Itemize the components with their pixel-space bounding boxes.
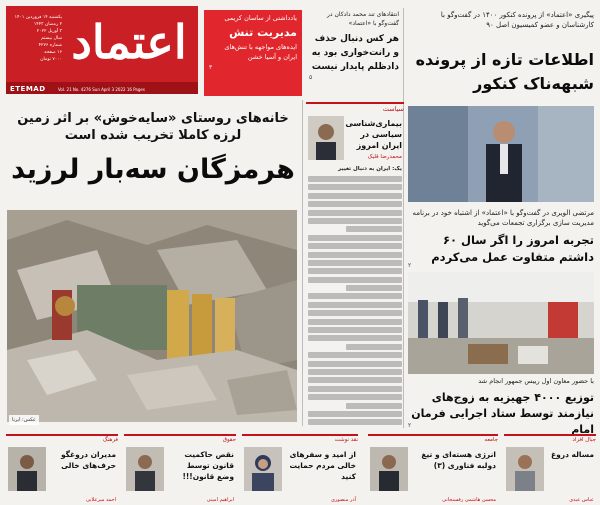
bottom-box-label: حقوق [124,434,236,443]
body-text-line [308,361,402,367]
official-photo [408,106,594,202]
bottom-box-photo [506,447,544,491]
body-text-line [308,235,402,241]
bottom-box-label: جامعه [368,434,498,443]
masthead-bar [6,82,198,94]
body-text-line [308,260,402,266]
bottom-box-photo [8,447,46,491]
right-page-3: ۲ [408,422,412,429]
right-headline-1[interactable]: اطلاعات تازه از پرونده شبهه‌ناک کنکور [415,50,594,93]
red-box-page: ۳ [209,64,213,71]
body-text-line [308,419,402,425]
body-text-line [308,201,402,207]
opinion-body [308,166,402,426]
right-headline-3[interactable]: توزیع ۴۰۰۰ جهیزیه به زوج‌های نیازمند توسط ستاد اجرایی فرمان امام [411,391,594,436]
body-text-line [308,352,402,358]
body-text-line [308,176,402,182]
body-text-line [308,277,402,283]
teaser-headline: هر کس دنبال حذف و رانت‌خواری بود به دادظلم پایدار نیست [311,34,399,72]
bottom-box-title: از امید و سفرهای خالی مردم حمایت کنید [289,450,356,481]
main-kicker: خانه‌های روستای «سایه‌خوش» بر اثر زمین لرزه کاملا تخریب شده است [17,111,289,143]
issue-meta: یکشنبه ۱۴ فروردین ۱۴۰۱ ۲ رمضان ۱۴۴۳ ۳ آوریل ۲۰۲۲ سال بیستم شماره ۴۲۷۶ ۱۶ صفحه ۷۰۰۰ تومان [14,15,62,62]
opinion-subhead: یک: ایران به دنبال تغییر [338,166,402,172]
bottom-box[interactable] [242,434,358,505]
bottom-box-author: عباس عبدی [569,497,594,503]
bottom-box-title: مدیران دروغگو حرف‌های خالی [60,450,116,470]
top-red-box[interactable] [204,10,302,96]
body-text-line [346,403,402,409]
body-text-line [308,193,402,199]
opinion-author: محمدرضا قلیک [367,154,402,160]
right-headline-2[interactable]: تجربه امروز را اگر سال ۶۰ داشتم متفاوت عمل می‌کردم [431,233,594,264]
bottom-box[interactable] [124,434,236,505]
body-text-line [308,218,402,224]
author-portrait [308,116,344,160]
photo-caption: عکس: ایرنا [9,415,39,425]
body-text-line [308,302,402,308]
masthead [6,6,198,94]
earthquake-photo [7,210,297,422]
teaser-page: ۵ [309,74,313,81]
bottom-box-label: جبال افراد [504,434,596,443]
section-label-politics: سیاست [306,102,404,112]
body-text-line [346,285,402,291]
body-text-line [308,386,402,392]
bottom-box-author: محسن هاشمی رفسنجانی [442,497,496,503]
body-text-line [308,293,402,299]
bottom-box-photo [370,447,408,491]
bottom-box-author: آذر منصوری [330,497,356,503]
opinion-column [306,114,404,426]
body-text-line [346,344,402,350]
bottom-box-title: مساله دروغ [550,450,594,459]
bottom-strip [6,434,596,505]
bottom-box[interactable] [6,434,118,505]
body-text-line [308,369,402,375]
red-box-summary: ایده‌های مواجهه با تنش‌های ایران و آسیا خشن [224,43,297,61]
body-text-line [346,226,402,232]
bottom-box-author: احمد میرعلایی [85,497,116,503]
right-page-2: ۲ [408,262,412,269]
body-text-line [308,327,402,333]
body-text-line [308,335,402,341]
bottom-box-title: انرژی هسته‌ای و تیغ دولبه فناوری (۳) [421,450,496,470]
body-text-line [308,394,402,400]
bottom-box[interactable] [504,434,596,505]
body-text-line [308,268,402,274]
bottom-box[interactable] [368,434,498,505]
right-kicker-1: پیگیری «اعتماد» از پرونده کنکور ۱۴۰۰ در گفت‌وگو با کارشناسان و عضو کمیسیون اصل ۹۰ [440,11,594,29]
ceremony-photo [408,272,594,374]
right-kicker-2: مرتضی الویری در گفت‌وگو با «اعتماد» از اشتباه خود در برنامه مدیریت سازی برگزاری تجمعات می‌گوید [412,209,594,227]
bottom-box-photo [244,447,282,491]
right-kicker-3: با حضور معاون اول رییس جمهور انجام شد [478,377,594,385]
bottom-box-photo [126,447,164,491]
body-text-line [308,319,402,325]
bottom-box-label: فرهنگ [6,434,118,443]
red-box-headline: مدیریت تنش [229,26,297,39]
main-headline[interactable]: هرمزگان سه‌بار لرزید [11,154,295,185]
body-text-line [308,252,402,258]
body-text-line [308,377,402,383]
teaser-kicker: انتقادهای تند محمد دادکان در گفت‌وگو با «اعتماد» [326,11,399,27]
body-text-line [308,184,402,190]
volume-line: Vol. 21 No. 4276 Sun April 3 2022 16 Pages [58,87,145,92]
opinion-headline[interactable]: بیماری‌شناسی سیاسی در ایران امروز [345,119,402,150]
newspaper-logo: اعتماد [71,15,187,69]
bottom-box-label: نقد نوشت [242,434,358,443]
top-teaser[interactable] [306,8,402,96]
latin-title: ETEMAD [10,85,46,93]
body-text-line [308,243,402,249]
red-box-kicker: یادداشتی از ساسان کریمی [224,14,297,22]
body-text-line [308,310,402,316]
column-divider [302,100,303,426]
body-text-line [308,210,402,216]
bottom-box-title: نقص حاکمیت قانون توسط وضع قانون!!! [182,450,234,481]
body-text-line [308,411,402,417]
bottom-box-author: ابراهیم امینی [206,497,234,503]
